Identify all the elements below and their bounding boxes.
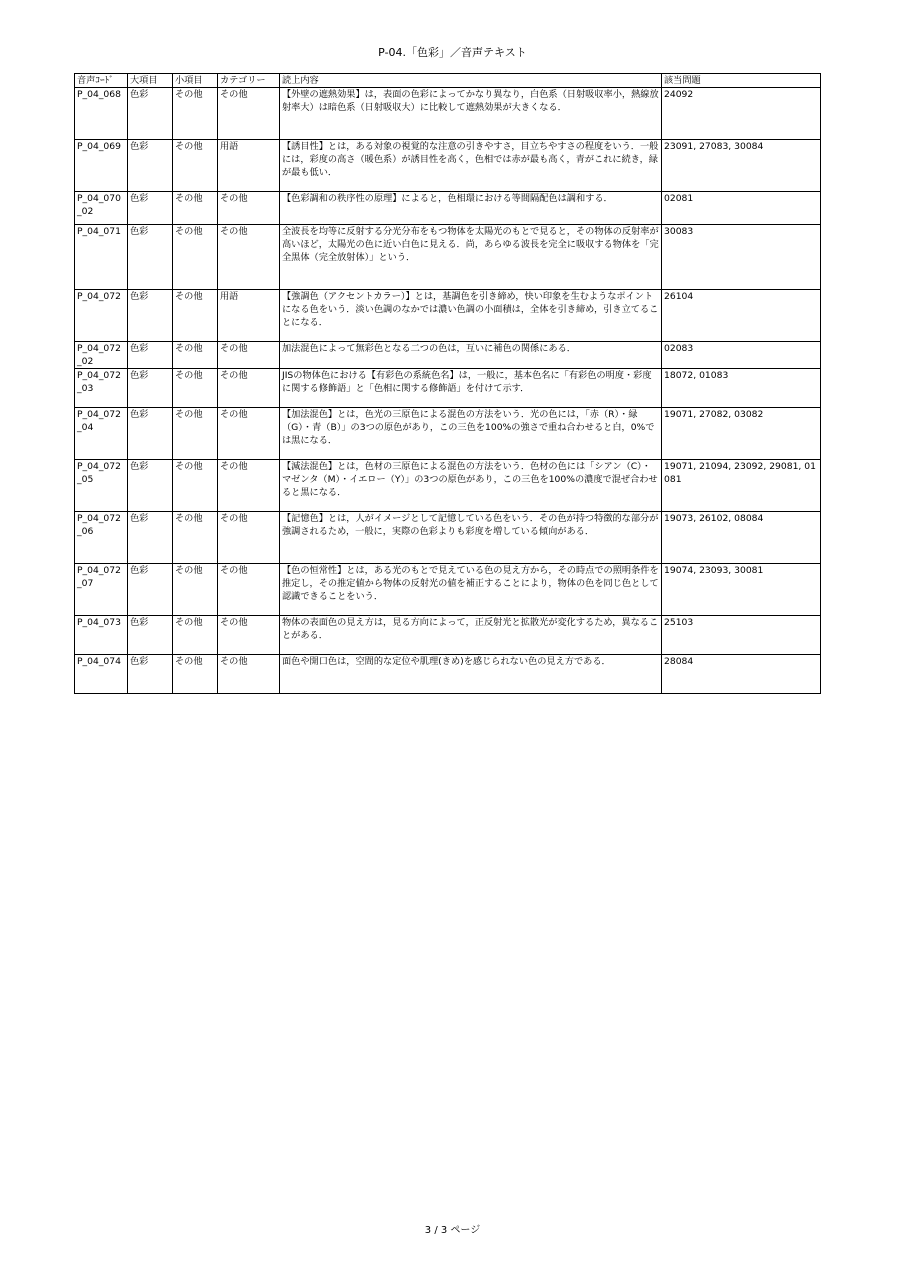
cell-problems: 19073, 26102, 08084 — [662, 512, 821, 564]
cell-category: その他 — [218, 655, 280, 694]
cell-content: 全波長を均等に反射する分光分布をもつ物体を太陽光のもとで見ると，その物体の反射率が高いほど，太陽光の色に近い白色に見える．尚，あらゆる波長を完全に吸収する物体を「完全黒体（完全放射体）」という． — [280, 225, 662, 290]
cell-content: 【減法混色】とは，色材の三原色による混色の方法をいう．色材の色には「シアン（C）・マゼンタ（M）・イエロー（Y）」の3つの原色があり，この三色を100%の濃度で混ぜ合わせると黒になる． — [280, 460, 662, 512]
table-row — [75, 88, 821, 140]
cell-content: 物体の表面色の見え方は，見る方向によって，正反射光と拡散光が変化するため，異なることがある． — [280, 616, 662, 655]
table-row — [75, 290, 821, 342]
cell-category: その他 — [218, 342, 280, 369]
cell-minor: その他 — [173, 140, 218, 192]
cell-content: JISの物体色における【有彩色の系統色名】は，一般に，基本色名に「有彩色の明度・彩度に関する修飾語」と「色相に関する修飾語」を付けて示す． — [280, 369, 662, 408]
column-header-category: カテゴリー — [218, 74, 280, 88]
cell-major: 色彩 — [128, 564, 173, 616]
cell-major: 色彩 — [128, 88, 173, 140]
cell-content: 面色や開口色は，空間的な定位や肌理(きめ)を感じられない色の見え方である． — [280, 655, 662, 694]
cell-code: P_04_072_06 — [75, 512, 128, 564]
cell-category: その他 — [218, 192, 280, 225]
cell-major: 色彩 — [128, 140, 173, 192]
cell-content: 【記憶色】とは，人がイメージとして記憶している色をいう．その色が持つ特徴的な部分が強調されるため，一般に，実際の色彩よりも彩度を増している傾向がある． — [280, 512, 662, 564]
cell-minor: その他 — [173, 616, 218, 655]
cell-category: その他 — [218, 408, 280, 460]
cell-code: P_04_072_05 — [75, 460, 128, 512]
cell-category: その他 — [218, 369, 280, 408]
cell-minor: その他 — [173, 290, 218, 342]
cell-problems: 19071, 27082, 03082 — [662, 408, 821, 460]
cell-problems: 24092 — [662, 88, 821, 140]
cell-content: 【色彩調和の秩序性の原理】によると，色相環における等間隔配色は調和する． — [280, 192, 662, 225]
cell-category: 用語 — [218, 140, 280, 192]
cell-code: P_04_072_02 — [75, 342, 128, 369]
cell-code: P_04_071 — [75, 225, 128, 290]
cell-code: P_04_072 — [75, 290, 128, 342]
table-row — [75, 342, 821, 369]
cell-code: P_04_068 — [75, 88, 128, 140]
cell-code: P_04_072_04 — [75, 408, 128, 460]
cell-minor: その他 — [173, 342, 218, 369]
table-row — [75, 616, 821, 655]
cell-category: 用語 — [218, 290, 280, 342]
cell-minor: その他 — [173, 369, 218, 408]
column-header-content: 読上内容 — [280, 74, 662, 88]
cell-major: 色彩 — [128, 616, 173, 655]
cell-category: その他 — [218, 616, 280, 655]
cell-problems: 18072, 01083 — [662, 369, 821, 408]
cell-major: 色彩 — [128, 192, 173, 225]
cell-minor: その他 — [173, 408, 218, 460]
cell-content: 【誘目性】とは，ある対象の視覚的な注意の引きやすさ，目立ちやすさの程度をいう．一般には，彩度の高さ（暖色系）が誘目性を高く，色相では赤が最も高く，青がこれに続き，緑が最も低い． — [280, 140, 662, 192]
cell-problems: 02083 — [662, 342, 821, 369]
cell-major: 色彩 — [128, 290, 173, 342]
cell-major: 色彩 — [128, 408, 173, 460]
page-number: 3 / 3 ページ — [424, 1225, 481, 1236]
cell-major: 色彩 — [128, 342, 173, 369]
cell-problems: 19074, 23093, 30081 — [662, 564, 821, 616]
table-row — [75, 192, 821, 225]
table-row — [75, 655, 821, 694]
cell-code: P_04_070_02 — [75, 192, 128, 225]
cell-code: P_04_072_03 — [75, 369, 128, 408]
cell-problems: 30083 — [662, 225, 821, 290]
cell-code: P_04_073 — [75, 616, 128, 655]
table-row — [75, 512, 821, 564]
table-row — [75, 140, 821, 192]
cell-minor: その他 — [173, 512, 218, 564]
cell-content: 加法混色によって無彩色となる二つの色は，互いに補色の関係にある． — [280, 342, 662, 369]
cell-category: その他 — [218, 88, 280, 140]
cell-problems: 25103 — [662, 616, 821, 655]
cell-major: 色彩 — [128, 460, 173, 512]
table-row — [75, 225, 821, 290]
cell-minor: その他 — [173, 460, 218, 512]
table-row — [75, 460, 821, 512]
cell-minor: その他 — [173, 564, 218, 616]
cell-major: 色彩 — [128, 369, 173, 408]
cell-code: P_04_069 — [75, 140, 128, 192]
cell-minor: その他 — [173, 655, 218, 694]
column-header-code: 音声ｺｰﾄﾞ — [75, 74, 128, 88]
cell-problems: 28084 — [662, 655, 821, 694]
table-row — [75, 564, 821, 616]
page-title: P-04.「色彩」／音声テキスト — [378, 46, 527, 59]
table-row — [75, 369, 821, 408]
cell-category: その他 — [218, 512, 280, 564]
cell-category: その他 — [218, 225, 280, 290]
cell-content: 【外壁の遮熱効果】は，表面の色彩によってかなり異なり，白色系（日射吸収率小，熱線放射率大）は暗色系（日射吸収大）に比較して遮熱効果が大きくなる． — [280, 88, 662, 140]
cell-category: その他 — [218, 564, 280, 616]
cell-problems: 19071, 21094, 23092, 29081, 01081 — [662, 460, 821, 512]
cell-problems: 02081 — [662, 192, 821, 225]
cell-problems: 23091, 27083, 30084 — [662, 140, 821, 192]
table-header-row — [75, 74, 821, 88]
cell-content: 【色の恒常性】とは，ある光のもとで見えている色の見え方から，その時点での照明条件を推定し，その推定値から物体の反射光の値を補正することにより，物体の色を同じ色として認識できることをいう． — [280, 564, 662, 616]
cell-problems: 26104 — [662, 290, 821, 342]
table-row — [75, 408, 821, 460]
text-table — [74, 73, 821, 694]
cell-major: 色彩 — [128, 225, 173, 290]
cell-minor: その他 — [173, 88, 218, 140]
cell-major: 色彩 — [128, 512, 173, 564]
cell-content: 【加法混色】とは，色光の三原色による混色の方法をいう．光の色には，「赤（R）・緑（G）・青（B）」の3つの原色があり，この三色を100%の強さで重ね合わせると白，0%では黒になる． — [280, 408, 662, 460]
column-header-minor: 小項目 — [173, 74, 218, 88]
cell-content: 【強調色（アクセントカラー）】とは，基調色を引き締め，快い印象を生むようなポイントになる色をいう．淡い色調のなかでは濃い色調の小面積は，全体を引き締め，引き立てることになる． — [280, 290, 662, 342]
column-header-major: 大項目 — [128, 74, 173, 88]
cell-minor: その他 — [173, 192, 218, 225]
column-header-problems: 該当問題 — [662, 74, 821, 88]
cell-minor: その他 — [173, 225, 218, 290]
cell-major: 色彩 — [128, 655, 173, 694]
cell-code: P_04_074 — [75, 655, 128, 694]
cell-code: P_04_072_07 — [75, 564, 128, 616]
table-body — [75, 88, 821, 694]
cell-category: その他 — [218, 460, 280, 512]
